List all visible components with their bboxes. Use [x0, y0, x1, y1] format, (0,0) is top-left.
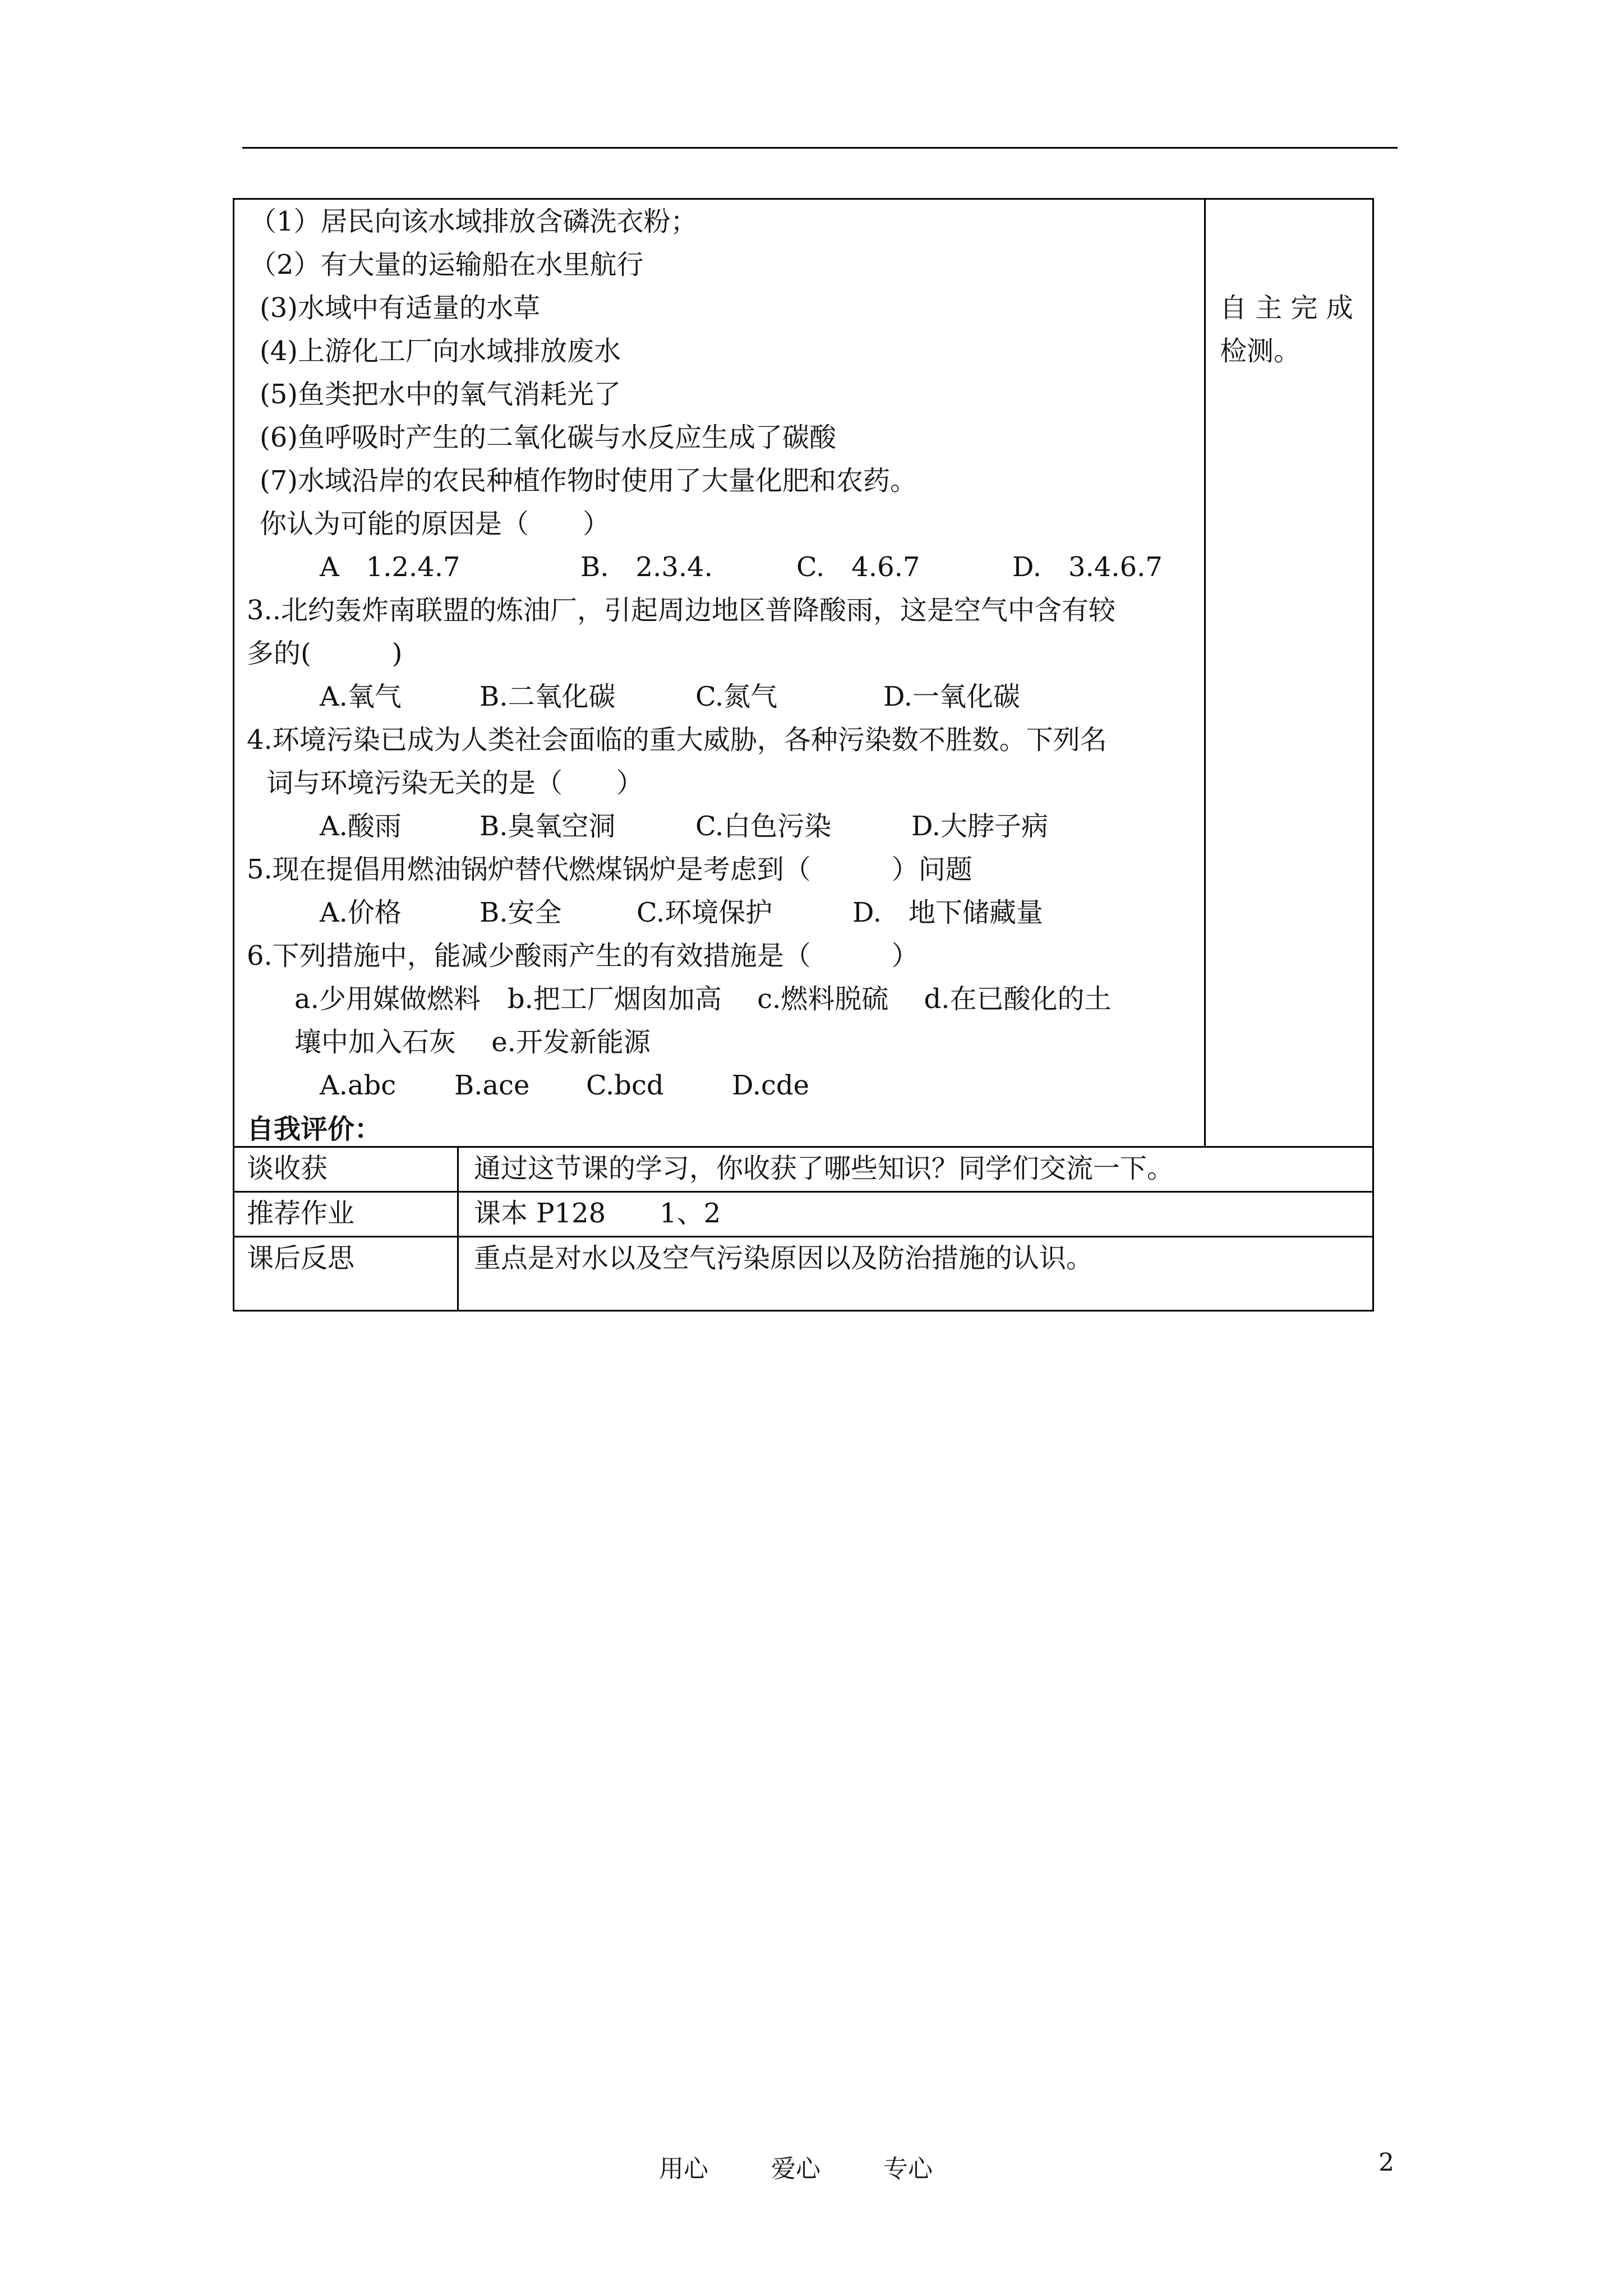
q2-option-d: D. 3.4.6.7 — [1012, 551, 1163, 583]
summary-label-harvest: 谈收获 — [247, 1153, 328, 1184]
summary-label-reflection: 课后反思 — [247, 1243, 355, 1274]
page-number: 2 — [1378, 2148, 1394, 2177]
q4-option-a: A.酸雨 — [320, 811, 402, 842]
question-line: (6)鱼呼吸时产生的二氧化碳与水反应生成了碳酸 — [260, 422, 836, 453]
summary-content-harvest: 通过这节课的学习，你收获了哪些知识？同学们交流一下。 — [474, 1153, 1174, 1184]
q2-option-b: B. 2.3.4. — [580, 551, 713, 583]
q3-option-d: D.一氧化碳 — [883, 681, 1021, 712]
q6-option-a: A.abc — [320, 1070, 396, 1101]
footer-motto-1: 用心 — [659, 2155, 708, 2183]
q5-option-c: C.环境保护 — [637, 897, 773, 928]
row-divider-3 — [233, 1236, 1374, 1237]
summary-label-homework: 推荐作业 — [247, 1198, 355, 1229]
row-divider-2 — [233, 1191, 1374, 1193]
question-line: (5)鱼类把水中的氧气消耗光了 — [260, 379, 621, 410]
question-3-line-1: 3..北约轰炸南联盟的炼油厂，引起周边地区普降酸雨，这是空气中含有较 — [247, 595, 1116, 626]
header-rule — [242, 147, 1398, 149]
question-line: (7)水域沿岸的农民种植作物时使用了大量化肥和农药。 — [260, 465, 917, 496]
table-left-border — [233, 198, 234, 1312]
q4-option-d: D.大脖子病 — [911, 811, 1049, 842]
q5-option-d: D. 地下储藏量 — [852, 897, 1044, 928]
question-line: （1）居民向该水域排放含磷洗衣粉； — [250, 206, 698, 237]
question-6-items-1: a.少用媒做燃料 b.把工厂烟囱加高 c.燃料脱硫 d.在已酸化的土 — [294, 983, 1112, 1015]
lesson-table — [233, 198, 1374, 1312]
summary-content-homework: 课本 P128 1、2 — [474, 1198, 721, 1229]
q5-option-b: B.安全 — [479, 897, 562, 928]
q2-option-a: A 1.2.4.7 — [320, 551, 460, 583]
q4-option-b: B.臭氧空洞 — [479, 811, 616, 842]
question-4-line-2: 词与环境污染无关的是（ ） — [266, 767, 644, 799]
summary-label-divider — [457, 1146, 459, 1312]
q6-option-c: C.bcd — [586, 1070, 664, 1101]
q6-option-b: B.ace — [454, 1070, 530, 1101]
question-4-line-1: 4.环境污染已成为人类社会面临的重大威胁，各种污染数不胜数。下列名 — [247, 724, 1107, 756]
table-top-border — [233, 198, 1374, 200]
q4-option-c: C.白色污染 — [695, 811, 832, 842]
self-eval-label: 自我评价： — [247, 1114, 382, 1145]
q6-option-d: D.cde — [732, 1070, 810, 1101]
q2-option-c: C. 4.6.7 — [796, 551, 920, 583]
q5-option-a: A.价格 — [320, 897, 402, 928]
side-note-line-1: 自 主 完 成 — [1220, 292, 1353, 324]
question-6-line: 6.下列措施中，能减少酸雨产生的有效措施是（ ） — [247, 940, 919, 972]
question-line: (4)上游化工厂向水域排放废水 — [260, 335, 621, 367]
side-column-divider — [1204, 198, 1206, 1146]
footer-motto-3: 专心 — [883, 2155, 933, 2183]
question-prompt: 你认为可能的原因是（ ） — [260, 508, 610, 540]
q3-option-c: C.氮气 — [695, 681, 778, 712]
footer-motto-2: 爱心 — [771, 2155, 820, 2183]
side-note-line-2: 检测。 — [1220, 335, 1301, 367]
q3-option-b: B.二氧化碳 — [479, 681, 616, 712]
question-5-line: 5.现在提倡用燃油锅炉替代燃煤锅炉是考虑到（ ）问题 — [247, 854, 972, 885]
q3-option-a: A.氧气 — [320, 681, 402, 712]
summary-content-reflection: 重点是对水以及空气污染原因以及防治措施的认识。 — [474, 1243, 1094, 1274]
question-6-items-2: 壤中加入石灰 e.开发新能源 — [294, 1027, 651, 1058]
table-right-border — [1372, 198, 1374, 1312]
question-line: （2）有大量的运输船在水里航行 — [250, 249, 644, 280]
table-bottom-border — [233, 1310, 1374, 1312]
row-divider-1 — [233, 1146, 1374, 1148]
question-3-line-2: 多的( ) — [247, 638, 403, 669]
question-line: (3)水域中有适量的水草 — [260, 292, 540, 324]
